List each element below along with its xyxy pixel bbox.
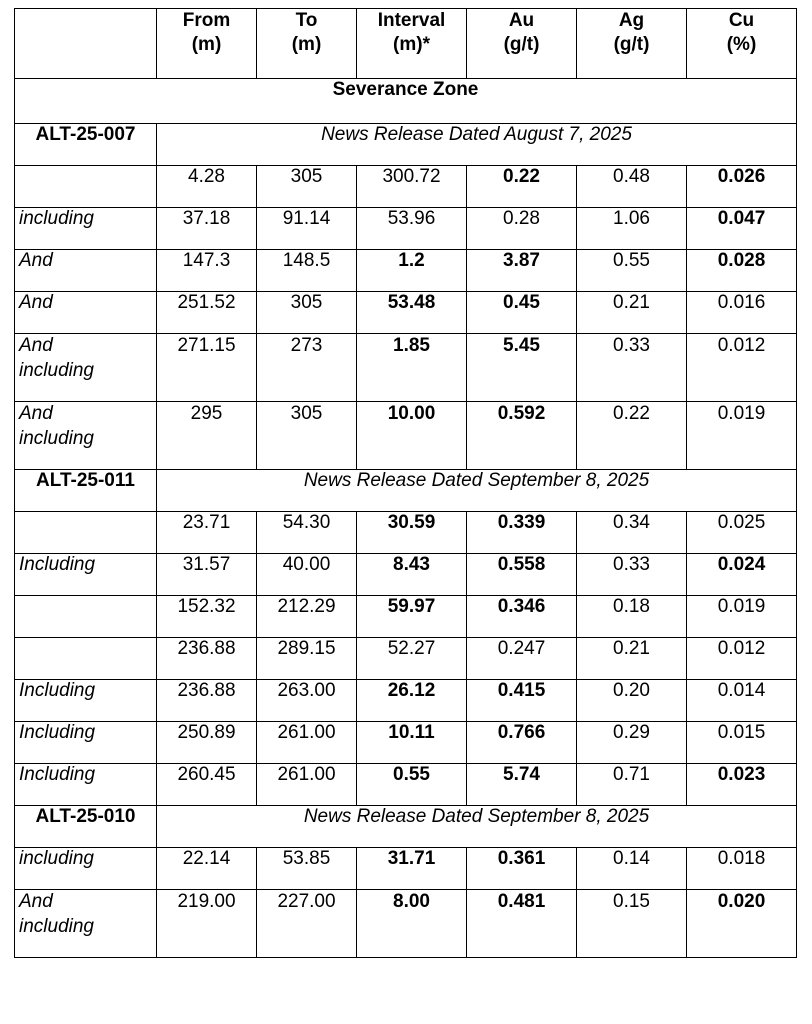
cell-cu: 0.024 [687, 554, 797, 596]
cell-cu: 0.012 [687, 334, 797, 402]
cell-ag: 1.06 [577, 208, 687, 250]
cell-to: 148.5 [257, 250, 357, 292]
cell-from: 219.00 [157, 890, 257, 958]
cell-au: 0.45 [467, 292, 577, 334]
cell-interval: 300.72 [357, 166, 467, 208]
cell-from: 236.88 [157, 680, 257, 722]
interval-qualifier: Including [15, 764, 157, 806]
header-cell-cu: Cu (%) [687, 9, 797, 79]
cell-ag: 0.21 [577, 292, 687, 334]
cell-interval: 8.00 [357, 890, 467, 958]
cell-from: 271.15 [157, 334, 257, 402]
interval-qualifier: including [15, 208, 157, 250]
cell-to: 305 [257, 402, 357, 470]
cell-au: 0.346 [467, 596, 577, 638]
table-row [15, 402, 797, 470]
table-row [15, 722, 797, 764]
table-row [15, 890, 797, 958]
header-cell-ag: Ag (g/t) [577, 9, 687, 79]
cell-cu: 0.014 [687, 680, 797, 722]
news-release-date: News Release Dated September 8, 2025 [157, 470, 797, 512]
interval-qualifier: And including [15, 334, 157, 402]
cell-cu: 0.028 [687, 250, 797, 292]
cell-cu: 0.047 [687, 208, 797, 250]
table-row [15, 512, 797, 554]
cell-interval: 26.12 [357, 680, 467, 722]
cell-cu: 0.018 [687, 848, 797, 890]
news-release-date: News Release Dated September 8, 2025 [157, 806, 797, 848]
interval-qualifier: Including [15, 680, 157, 722]
cell-ag: 0.34 [577, 512, 687, 554]
hole-row [15, 124, 797, 166]
cell-au: 0.339 [467, 512, 577, 554]
cell-au: 3.87 [467, 250, 577, 292]
cell-ag: 0.33 [577, 334, 687, 402]
cell-au: 0.22 [467, 166, 577, 208]
cell-au: 0.247 [467, 638, 577, 680]
interval-qualifier [15, 512, 157, 554]
cell-from: 152.32 [157, 596, 257, 638]
cell-interval: 1.2 [357, 250, 467, 292]
cell-from: 23.71 [157, 512, 257, 554]
hole-row [15, 470, 797, 512]
table-row [15, 596, 797, 638]
zone-title: Severance Zone [15, 79, 797, 124]
cell-interval: 8.43 [357, 554, 467, 596]
cell-au: 0.592 [467, 402, 577, 470]
cell-ag: 0.20 [577, 680, 687, 722]
cell-interval: 30.59 [357, 512, 467, 554]
interval-qualifier: And including [15, 890, 157, 958]
cell-from: 250.89 [157, 722, 257, 764]
cell-to: 305 [257, 292, 357, 334]
table-row [15, 334, 797, 402]
hole-id: ALT-25-011 [15, 470, 157, 512]
cell-interval: 10.00 [357, 402, 467, 470]
table-row [15, 554, 797, 596]
drill-results-table [14, 8, 797, 958]
interval-qualifier: And [15, 292, 157, 334]
table-row [15, 764, 797, 806]
table-row [15, 848, 797, 890]
cell-cu: 0.016 [687, 292, 797, 334]
hole-row [15, 806, 797, 848]
cell-au: 5.74 [467, 764, 577, 806]
interval-qualifier: Including [15, 722, 157, 764]
cell-interval: 59.97 [357, 596, 467, 638]
cell-from: 295 [157, 402, 257, 470]
cell-ag: 0.18 [577, 596, 687, 638]
table-row [15, 638, 797, 680]
interval-qualifier [15, 596, 157, 638]
table-row [15, 680, 797, 722]
cell-from: 31.57 [157, 554, 257, 596]
cell-from: 251.52 [157, 292, 257, 334]
cell-to: 227.00 [257, 890, 357, 958]
cell-interval: 53.48 [357, 292, 467, 334]
cell-cu: 0.012 [687, 638, 797, 680]
header-cell-label [15, 9, 157, 79]
cell-to: 261.00 [257, 764, 357, 806]
cell-interval: 31.71 [357, 848, 467, 890]
cell-ag: 0.22 [577, 402, 687, 470]
interval-qualifier: Including [15, 554, 157, 596]
cell-from: 260.45 [157, 764, 257, 806]
cell-ag: 0.55 [577, 250, 687, 292]
header-cell-au: Au (g/t) [467, 9, 577, 79]
header-cell-from: From (m) [157, 9, 257, 79]
cell-cu: 0.026 [687, 166, 797, 208]
cell-to: 273 [257, 334, 357, 402]
cell-cu: 0.015 [687, 722, 797, 764]
news-release-date: News Release Dated August 7, 2025 [157, 124, 797, 166]
cell-to: 289.15 [257, 638, 357, 680]
cell-cu: 0.025 [687, 512, 797, 554]
interval-qualifier [15, 166, 157, 208]
hole-id: ALT-25-010 [15, 806, 157, 848]
header-row [15, 9, 797, 79]
cell-to: 40.00 [257, 554, 357, 596]
cell-interval: 52.27 [357, 638, 467, 680]
cell-to: 212.29 [257, 596, 357, 638]
cell-to: 53.85 [257, 848, 357, 890]
cell-ag: 0.21 [577, 638, 687, 680]
cell-to: 261.00 [257, 722, 357, 764]
header-cell-to: To (m) [257, 9, 357, 79]
table-row [15, 208, 797, 250]
cell-interval: 1.85 [357, 334, 467, 402]
cell-from: 22.14 [157, 848, 257, 890]
cell-au: 0.766 [467, 722, 577, 764]
cell-from: 147.3 [157, 250, 257, 292]
cell-to: 263.00 [257, 680, 357, 722]
cell-to: 54.30 [257, 512, 357, 554]
interval-qualifier: And [15, 250, 157, 292]
cell-au: 0.28 [467, 208, 577, 250]
zone-row [15, 79, 797, 124]
cell-from: 236.88 [157, 638, 257, 680]
cell-to: 91.14 [257, 208, 357, 250]
header-cell-interval: Interval (m)* [357, 9, 467, 79]
cell-interval: 10.11 [357, 722, 467, 764]
cell-from: 4.28 [157, 166, 257, 208]
interval-qualifier: And including [15, 402, 157, 470]
cell-cu: 0.023 [687, 764, 797, 806]
table-row [15, 166, 797, 208]
cell-cu: 0.020 [687, 890, 797, 958]
table-row [15, 292, 797, 334]
interval-qualifier [15, 638, 157, 680]
cell-ag: 0.48 [577, 166, 687, 208]
hole-id: ALT-25-007 [15, 124, 157, 166]
cell-cu: 0.019 [687, 596, 797, 638]
cell-ag: 0.71 [577, 764, 687, 806]
cell-ag: 0.14 [577, 848, 687, 890]
table-row [15, 250, 797, 292]
cell-au: 0.415 [467, 680, 577, 722]
cell-interval: 53.96 [357, 208, 467, 250]
cell-ag: 0.29 [577, 722, 687, 764]
cell-from: 37.18 [157, 208, 257, 250]
cell-au: 0.558 [467, 554, 577, 596]
cell-au: 0.481 [467, 890, 577, 958]
cell-cu: 0.019 [687, 402, 797, 470]
cell-au: 0.361 [467, 848, 577, 890]
cell-interval: 0.55 [357, 764, 467, 806]
cell-ag: 0.15 [577, 890, 687, 958]
interval-qualifier: including [15, 848, 157, 890]
cell-ag: 0.33 [577, 554, 687, 596]
cell-to: 305 [257, 166, 357, 208]
cell-au: 5.45 [467, 334, 577, 402]
